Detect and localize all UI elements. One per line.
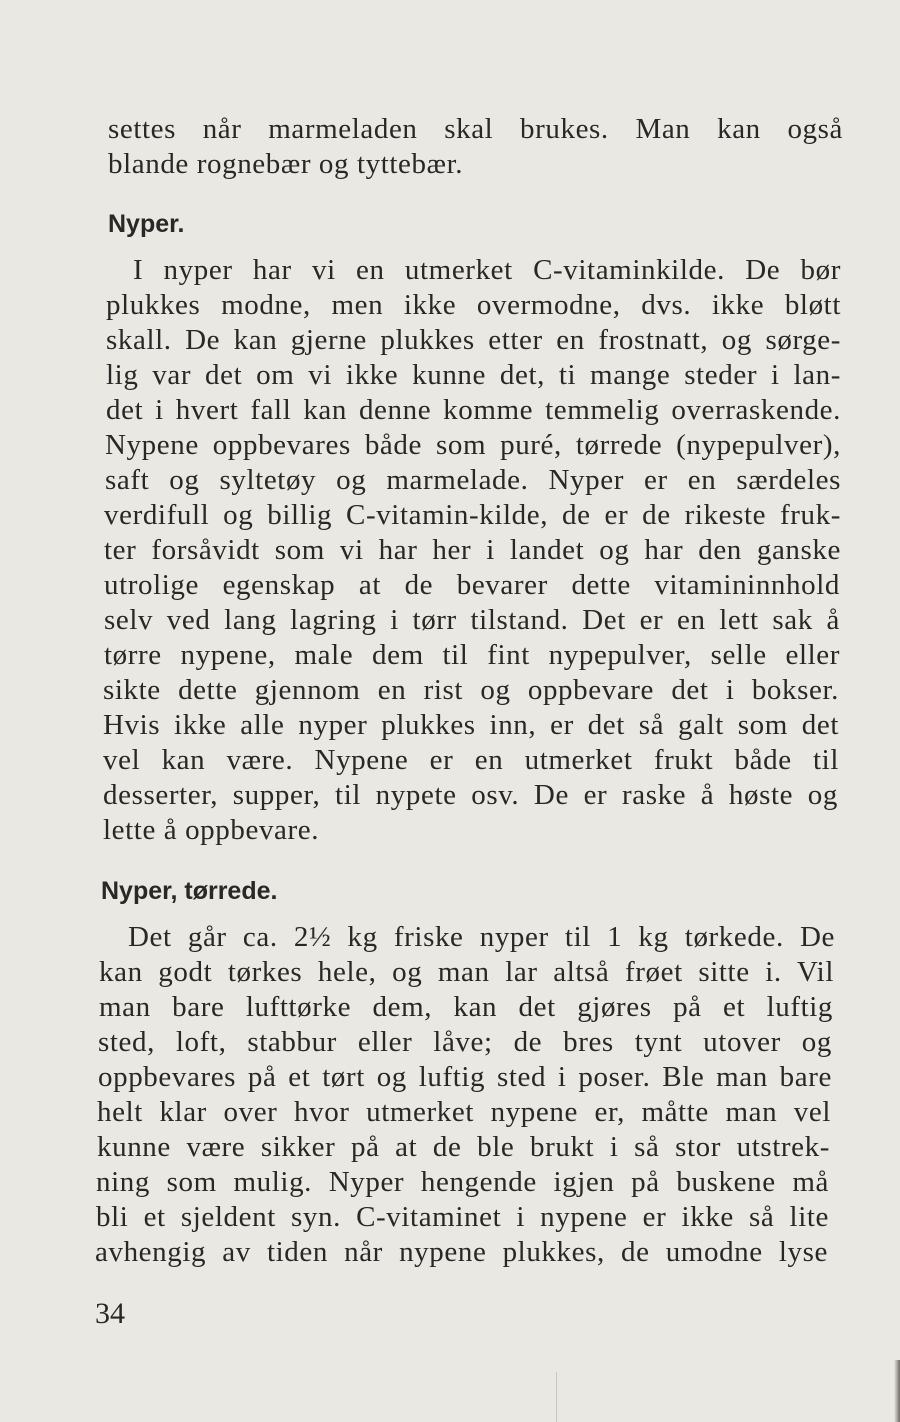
intro-line-1: settes når marmeladen skal brukes. Man kan også <box>108 113 843 145</box>
section-heading-nyper-torrede: Nyper, tørrede. <box>101 877 278 905</box>
paragraph-line: sikte dette gjennom en rist og oppbevare det i bokser. <box>103 674 839 706</box>
paragraph-line: tørre nypene, male dem til fint nypepulver, selle eller <box>104 639 840 671</box>
paragraph-line: I nyper har vi en utmerket C-vitaminkilde. De bør <box>133 254 841 286</box>
paragraph-line: Det går ca. 2½ kg friske nyper til 1 kg tørkede. De <box>128 921 835 953</box>
paragraph-line: helt klar over hvor utmerket nypene er, måtte man vel <box>97 1096 831 1128</box>
paragraph-line: plukkes modne, men ikke overmodne, dvs. ikke bløtt <box>106 289 841 321</box>
paragraph-line: sted, loft, stabbur eller låve; de bres tynt utover og <box>98 1026 832 1058</box>
paragraph-line: ning som mulig. Nyper hengende igjen på buskene må <box>96 1166 829 1198</box>
paragraph-line: lette å oppbevare. <box>103 814 320 846</box>
page-edge-shadow <box>894 1360 900 1422</box>
paragraph-line: oppbevares på et tørt og luftig sted i poser. Ble man bare <box>98 1061 832 1093</box>
paragraph-line: avhengig av tiden når nypene plukkes, de umodne lyse <box>95 1236 828 1268</box>
paragraph-line: skall. De kan gjerne plukkes etter en frostnatt, og sørge- <box>106 324 841 356</box>
paragraph-line: vel kan være. Nypene er en utmerket frukt både til <box>103 744 839 776</box>
scan-artifact-line <box>556 1372 557 1422</box>
paragraph-line: ter forsåvidt som vi har her i landet og har den ganske <box>104 534 841 566</box>
intro-line-2: blande rognebær og tyttebær. <box>108 148 464 180</box>
paragraph-line: desserter, supper, til nypete osv. De er raske å høste og <box>103 779 838 811</box>
page-number: 34 <box>95 1297 125 1330</box>
paragraph-line: man bare lufttørke dem, kan det gjøres på et luftig <box>99 991 833 1023</box>
paragraph-line: lig var det om vi ikke kunne det, ti mange steder i lan- <box>106 359 841 391</box>
paragraph-line: bli et sjeldent syn. C-vitaminet i nypene er ikke så lite <box>96 1201 829 1233</box>
paragraph-line: verdifull og billig C-vitamin-kilde, de er de rikeste fruk- <box>104 499 841 531</box>
paragraph-line: Hvis ikke alle nyper plukkes inn, er det så galt som det <box>103 709 839 741</box>
paragraph-line: saft og syltetøy og marmelade. Nyper er en særdeles <box>105 464 841 496</box>
paragraph-line: det i hvert fall kan denne komme temmelig overraskende. <box>106 394 841 426</box>
paragraph-line: kan godt tørkes hele, og man lar altså frøet sitte i. Vil <box>99 956 834 988</box>
section-heading-nyper: Nyper. <box>108 210 185 238</box>
paragraph-line: selv ved lang lagring i tørr tilstand. Det er en lett sak å <box>104 604 840 636</box>
paragraph-line: kunne være sikker på at de ble brukt i så stor utstrek- <box>97 1131 830 1163</box>
paragraph-line: utrolige egenskap at de bevarer dette vitamininnhold <box>104 569 840 601</box>
paragraph-line: Nypene oppbevares både som puré, tørrede (nypepulver), <box>105 429 841 461</box>
